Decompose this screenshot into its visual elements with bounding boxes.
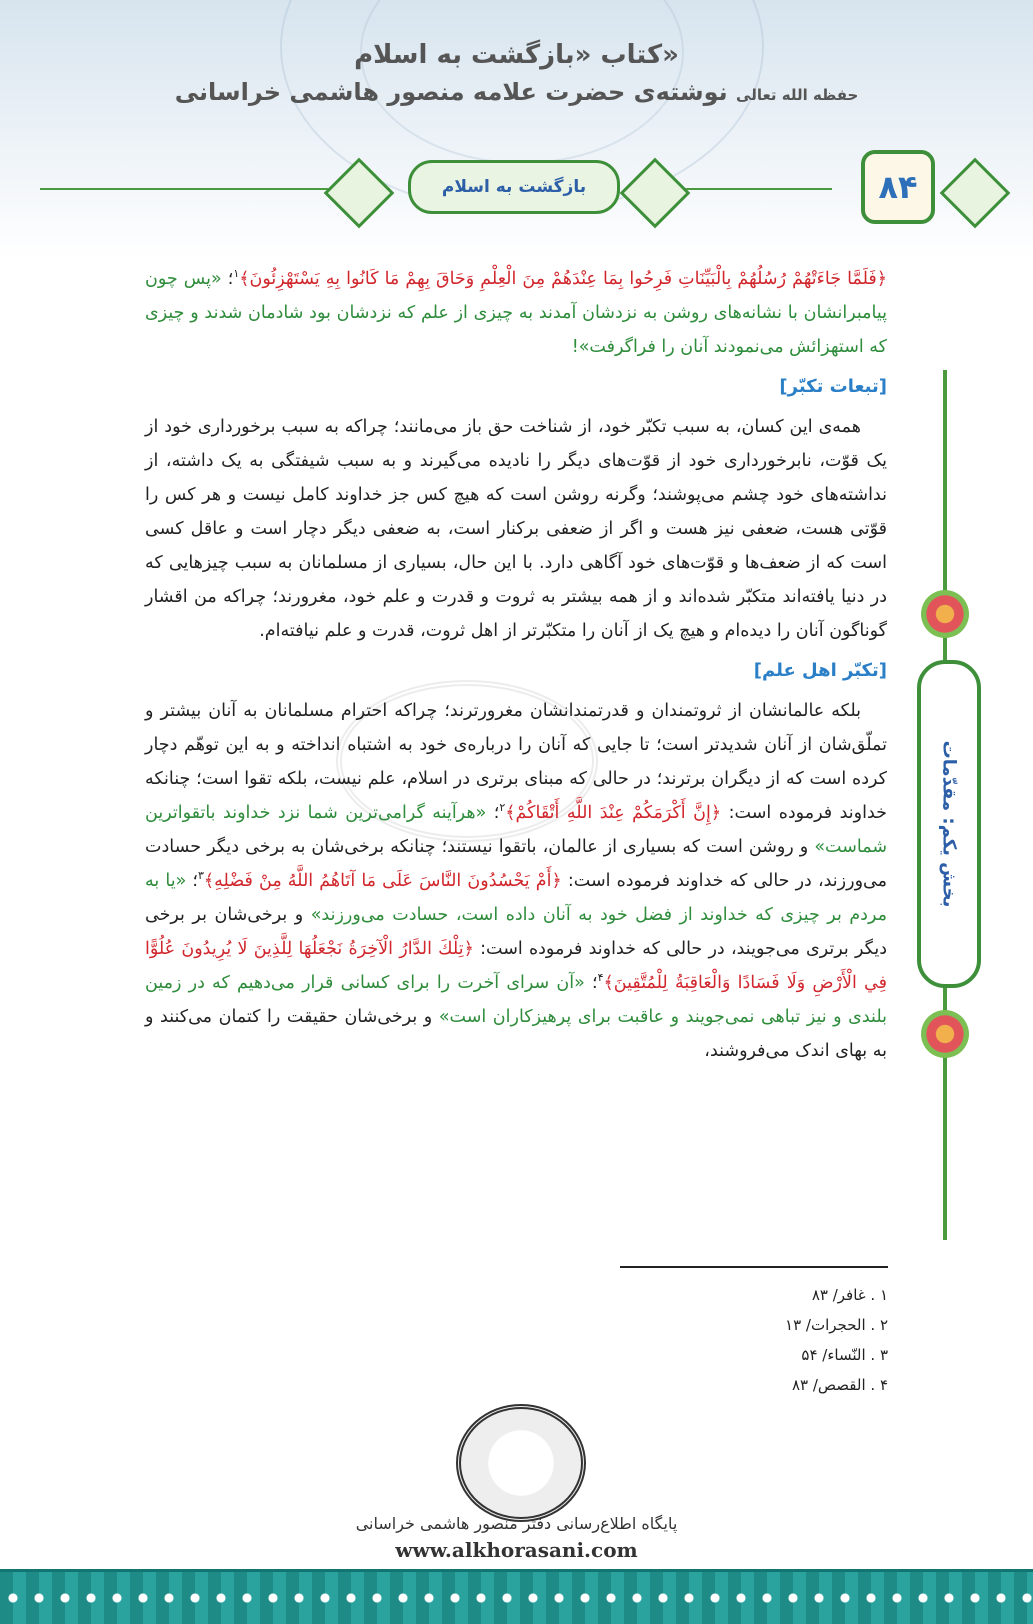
seal-logo-icon (456, 1404, 586, 1522)
site-name: پایگاه اطلاع‌رسانی دفتر منصور هاشمی خراسانی (355, 1514, 678, 1533)
verse-translation: «پس چون پیامبرانشان با نشانه‌های روشن به نزدشان آمدند به چیزی از علم که نزدشان بود شادمان شدند و چیزی که استهزائش می‌نمودند آنان را فراگرفت»! (145, 269, 887, 357)
paragraph-text: بلکه عالمانشان از ثروتمندان و قدرتمندانشان مغرورترند؛ چراکه احترام مسلمانان به آنان بیشتر و تملّق‌شان از آنان شدیدتر است؛ تا جایی که آنان را درباره‌ی خود به اشتباه انداخته و به این توهّم دچار کرده است که از دیگران برترند؛ در حالی که مبنای برتری در اسلام، علم نیست، بلکه تقوا است؛ چنانکه خداوند فرموده است: (145, 701, 887, 823)
section-label: بخش یکم: مقدّمات (938, 740, 960, 908)
site-url[interactable]: www.alkhorasani.com (395, 1538, 638, 1562)
separator: ؛ (493, 803, 500, 823)
running-header (0, 140, 1033, 240)
paragraph-text: و روشن است که بسیاری از عالمان، باتقوا نیستند؛ چنانکه برخی‌شان به برخی دیگر حسادت می‌ورزند، در حالی که خداوند فرموده است: (145, 837, 887, 891)
quran-verse: ﴿إِنَّ أَكْرَمَكُمْ عِنْدَ اللَّهِ أَتْقَاكُمْ﴾ (505, 803, 722, 823)
footnote-ref: ۱ (233, 267, 240, 281)
verse-translation: «یا به مردم بر چیزی که خداوند از فضل خود به آنان داده است، حسادت می‌ورزند» (145, 871, 887, 925)
footnote-ref: ۳ (197, 869, 204, 883)
separator: ؛ (227, 269, 234, 289)
author-honorific: حفظه الله تعالی (736, 86, 859, 104)
footnote-item: ۴ . القصص/ ۸۳ (791, 1376, 888, 1394)
flower-icon (921, 1010, 969, 1058)
section-heading: [تکبّر اهل علم] (753, 660, 887, 681)
section-label-box (917, 660, 981, 988)
footnotes (620, 1280, 888, 1400)
paragraph-text: و برخی‌شان بر برخی دیگر برتری می‌جویند، در حالی که خداوند فرموده است: (145, 905, 887, 959)
footnote-item: ۲ . الحجرات/ ۱۳ (785, 1316, 888, 1334)
author-name: نوشته‌ی حضرت علامه منصور هاشمی خراسانی (174, 78, 728, 106)
verse-translation: «آن سرای آخرت را برای کسانی قرار می‌دهیم که در زمین بلندی و نیز تباهی نمی‌جویند و عاقبت برای پرهیزکاران است» (145, 973, 888, 1027)
quran-verse: ﴿تِلْكَ الدَّارُ الْآخِرَةُ نَجْعَلُهَا لِلَّذِينَ لَا يُرِيدُونَ عُلُوًّا فِي الْأَرْضِ وَلَا فَسَادًا وَالْعَاقِبَةُ لِلْمُتَّقِينَ﴾ (145, 939, 887, 993)
decorative-border (0, 1569, 1033, 1624)
footnote-ref: ۲ (499, 801, 506, 815)
footnote-item: ۳ . النّساء/ ۵۴ (801, 1346, 888, 1364)
footnote-item: ۱ . غافر/ ۸۳ (811, 1286, 888, 1304)
separator: ؛ (192, 871, 198, 891)
separator: ؛ (592, 973, 598, 993)
section-side-tab (909, 370, 981, 1240)
verse-translation: «هرآینه گرامی‌ترین شما نزد خداوند باتقواترین شماست» (145, 803, 887, 857)
ornament-icon (940, 158, 1011, 229)
page-body (145, 262, 887, 1068)
verse-paragraph (145, 262, 887, 364)
section-heading: [تبعات تکبّر] (779, 376, 887, 397)
footnote-ref: ۴ (597, 971, 604, 985)
paragraph-text: و برخی‌شان حقیقت را کتمان می‌کنند و به بهای اندک می‌فروشند، (145, 1007, 887, 1061)
book-title: کتاب «بازگشت به اسلام» (354, 40, 679, 70)
running-title: بازگشت به اسلام (408, 160, 620, 214)
quran-verse: ﴿أَمْ يَحْسُدُونَ النَّاسَ عَلَى مَا آتَاهُمُ اللَّهُ مِنْ فَضْلِهِ﴾ (203, 871, 562, 891)
author-line (0, 78, 1033, 106)
flower-icon (921, 590, 969, 638)
ornament-icon (324, 158, 395, 229)
ornament-icon (620, 158, 691, 229)
page-number: ۸۴ (861, 150, 935, 224)
body-paragraph: همه‌ی این کسان، به سبب تکبّر خود، از شناخت حق باز می‌مانند؛ چراکه به سبب برخورداری خود از یک قوّت، نابرخورداری خود از قوّت‌های دیگر را نادیده می‌گیرند و به سبب شیفتگی به یک داشته، از نداشته‌های خود چشم می‌پوشند؛ وگرنه روشن است که هیچ کس جز خداوند کامل نیست و هر کس را قوّتی هست، ضعفی نیز هست و اگر از ضعفی برکنار است، به ضعفی دیگر دچار است و عاقل کسی است که از ضعف‌ها و قوّت‌های خود آگاهی دارد. با این حال، بسیاری از مسلمانان به سبب چیزهایی که در دنیا یافته‌اند متکبّر شده‌اند و از همه بیشتر به ثروت و قدرت و علم خود، مغرورند؛ چراکه من اقشار گوناگون آنان را دیده‌ام و هیچ یک از آنان را متکبّرتر از اهل ثروت، قدرت و علم نیافته‌ام. (145, 417, 887, 641)
quran-verse: ﴿فَلَمَّا جَاءَتْهُمْ رُسُلُهُمْ بِالْبَيِّنَاتِ فَرِحُوا بِمَا عِنْدَهُمْ مِنَ الْعِلْمِ وَحَاقَ بِهِمْ مَا كَانُوا بِهِ يَسْتَهْزِئُونَ﴾ (239, 269, 887, 289)
footnote-rule (620, 1266, 888, 1268)
body-paragraph (145, 694, 887, 1068)
